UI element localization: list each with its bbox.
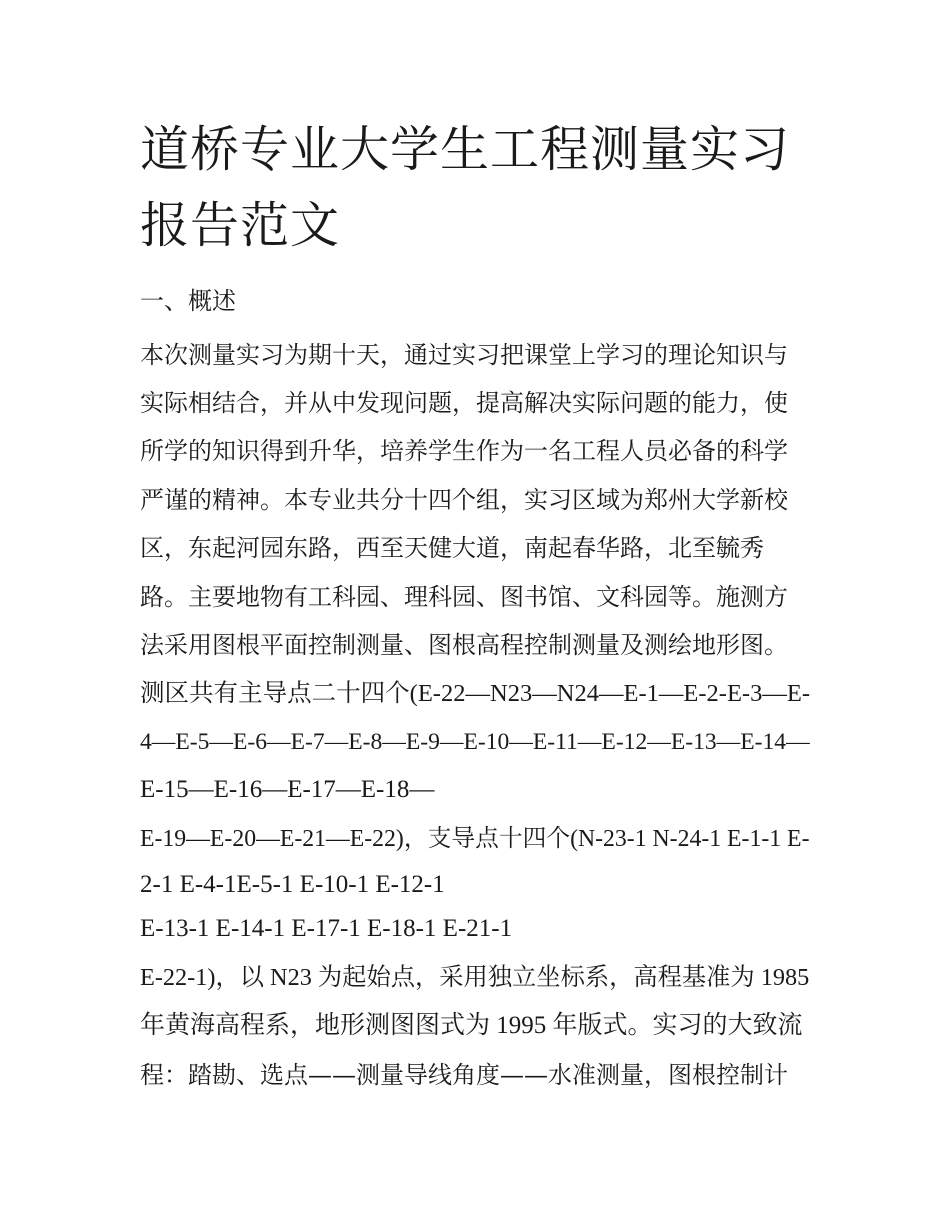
body-line: 测区共有主导点二十四个(E-22—N23—N24—E-1—E-2-E-3—E-	[140, 680, 811, 707]
body-line: 年黄海高程系，地形测图图式为 1995 年版式。实习的大致流	[140, 1012, 803, 1039]
body-line: 法采用图根平面控制测量、图根高程控制测量及测绘地形图。	[140, 631, 788, 659]
body-line: 区，东起河园东路，西至天健大道，南起春华路，北至毓秀	[140, 534, 764, 562]
body-line: 所学的知识得到升华，培养学生作为一名工程人员必备的科学	[140, 437, 788, 465]
body-line: E-15—E-16—E-17—E-18—	[140, 776, 435, 803]
body-line: E-19—E-20—E-21—E-22)，支导点十四个(N-23-1 N-24-1 E-1-1 E-	[140, 826, 810, 852]
document-title	[140, 112, 820, 264]
body-line: E-13-1 E-14-1 E-17-1 E-18-1 E-21-1	[140, 915, 513, 942]
body-line: 2-1 E-4-1E-5-1 E-10-1 E-12-1	[140, 871, 445, 898]
body-line: 4—E-5—E-6—E-7—E-8—E-9—E-10—E-11—E-12—E-13—E-14—	[140, 729, 810, 755]
section-heading: 一、概述	[140, 287, 236, 315]
body-line: 严谨的精神。本专业共分十四个组，实习区域为郑州大学新校	[140, 486, 788, 514]
body-line: 程：踏勘、选点——测量导线角度——水准测量，图根控制计	[140, 1061, 788, 1089]
body-line: 本次测量实习为期十天，通过实习把课堂上学习的理论知识与	[140, 341, 788, 369]
body-line: 路。主要地物有工科园、理科园、图书馆、文科园等。施测方	[140, 583, 788, 611]
body-line: 实际相结合，并从中发现问题，提高解决实际问题的能力，使	[140, 389, 788, 417]
title-line-1: 道桥专业大学生工程测量实习	[140, 121, 791, 178]
body-line: E-22-1)，以 N23 为起始点，采用独立坐标系，高程基准为 1985	[140, 964, 810, 991]
title-line-2: 报告范文	[140, 197, 341, 254]
